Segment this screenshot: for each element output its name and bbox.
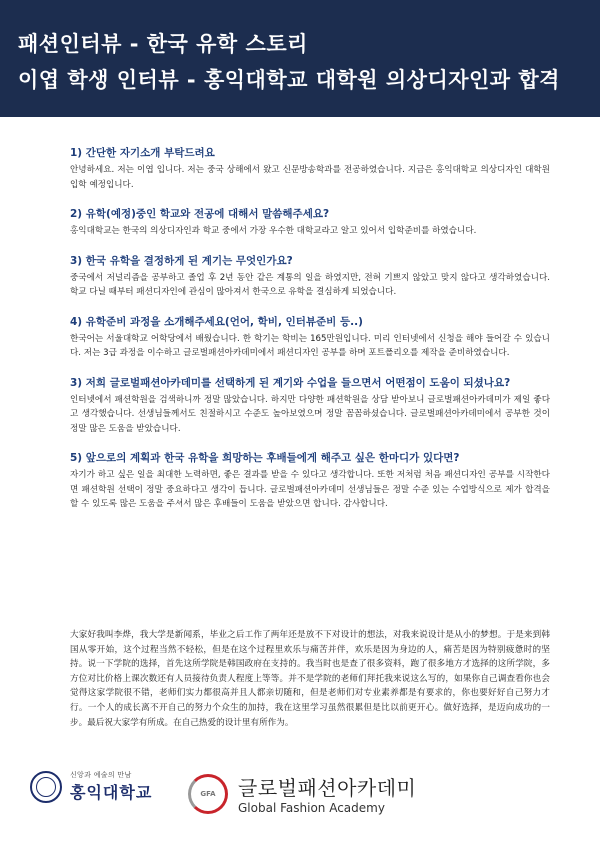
gfa-english-name: Global Fashion Academy (238, 801, 385, 815)
gfa-logo (188, 772, 416, 815)
banner-title: 패션인터뷰 - 한국 유학 스토리 (18, 32, 308, 56)
question-3: 3) 한국 유학을 결정하게 된 계기는 무엇인가요? (70, 254, 293, 267)
qa-section-5 (70, 376, 550, 437)
qa-section-2 (70, 207, 550, 239)
question-2: 2) 유학(예정)중인 학교와 전공에 대해서 말씀해주세요? (70, 208, 330, 220)
answer-5: 인터넷에서 패션학원을 검색하니까 정말 많았습니다. 하지만 다양한 패션학원을 상담 받아보니 글로벌패션아카데미가 제일 좋다고 생각했습니다. 선생님들께서도 친절하시고 수준도 높아보였으며 정말 꼼꼼하셨습니다. 글로벌패션아카데미에서 공부한 것이 정말 많은 도움을 받았습니다. (70, 394, 550, 434)
hongik-name: 홍익대학교 (70, 783, 153, 802)
answer-6: 자기가 하고 싶은 일을 최대한 노력하면, 좋은 결과를 받을 수 있다고 생각합니다. 또한 저처럼 처음 패션디자인 공부를 시작한다면 패션학원 선택이 정말 중요하다고 생각이 듭니다. 글로벌패션아카데미 선생님들은 정말 수준 있는 수업방식으로 제가 합격을 할 수 있도록 많은 도움을 주셔서 많은 후배들이 도움을 받았으면 합니다. 감사합니다. (70, 470, 550, 509)
chinese-testimonial: 大家好我叫李烨，我大学是新闻系，毕业之后工作了两年还是放不下对设计的想法，对我来说设计是从小的梦想。于是来到韩国从零开始，这个过程当然不轻松，但是在这个过程里欢乐与痛苦并伴，欢乐是因为身边的人，痛苦是因为特别疲惫时的坚持。说一下学院的选择，首先这所学院是韩国政府在支持的。我当时也是查了很多资料，跑了很多地方才选择的这所学院，多方位对比价格上课次数还有人员接待负责人程度上等等。并不是学院的老师们拜托我来说这么写的，如果你自己调查看你也会觉得这家学院很不错，老师们实力都很高并且人都亲切随和，但是老师们对专业素养都是有要求的，你也要好好自己努力才行。一个人的成长离不开自己的努力个众生的加持，我在这里学习虽然很累但是比以前更开心。做好选择，是迈向成功的一步。最后祝大家学有所成。在自己热爱的设计里有所作为。 (70, 630, 550, 728)
hongik-seal-icon (30, 771, 62, 803)
gfa-korean-name: 글로벌패션아카데미 (238, 776, 417, 800)
interview-content (70, 146, 550, 527)
question-5: 3) 저희 글로벌패션아카데미를 선택하게 된 계기와 수업을 들으면서 어떤점이 도움이 되셨나요? (70, 376, 511, 389)
question-6: 5) 앞으로의 계획과 한국 유학을 희망하는 후배들에게 해주고 싶은 한마디가 있다면? (70, 452, 460, 464)
question-4: 4) 유학준비 과정을 소개해주세요(언어, 학비, 인터뷰준비 등..) (70, 315, 363, 328)
qa-section-4 (70, 315, 550, 361)
qa-section-6 (70, 451, 550, 512)
answer-1: 안녕하세요. 저는 이엽 입니다. 저는 중국 상해에서 왔고 신문방송학과를 전공하였습니다. 지금은 홍익대학교 의상디자인 대학원 입학 예정입니다. (70, 165, 550, 190)
qa-section-1 (70, 146, 550, 192)
banner-subtitle: 이엽 학생 인터뷰 - 홍익대학교 대학원 의상디자인과 합격 (18, 68, 560, 92)
hongik-tagline: 신앙과 예술의 만남 (70, 771, 132, 779)
header-banner (0, 0, 600, 117)
footer-logos (0, 770, 600, 848)
answer-2: 홍익대학교는 한국의 의상디자인과 학교 중에서 가장 우수한 대학교라고 알고 있어서 입학준비를 하였습니다. (70, 226, 477, 236)
gfa-emblem-icon (188, 774, 228, 814)
answer-4: 한국어는 서울대학교 어학당에서 배웠습니다. 한 학기는 학비는 165만원입니다. 미리 인터넷에서 신청을 해야 들어갈 수 있습니다. 저는 3급 과정을 이수하고 글로벌패션아카데미에서 패션디자인 공부를 하며 포트폴리오를 제작을 준비하였습니다. (70, 333, 550, 358)
gfa-badge-text: GFA (200, 789, 216, 798)
question-1: 1) 간단한 자기소개 부탁드려요 (70, 147, 215, 159)
answer-3: 중국에서 저널리즘을 공부하고 졸업 후 2년 동안 같은 계통의 일을 하였지만, 전혀 기쁘지 않았고 맞지 않다고 생각하였습니다. 학교 다닐 때부터 패션디자인에 관심이 많아져서 한국으로 유학을 결심하게 되었습니다. (70, 272, 550, 297)
qa-section-3 (70, 254, 550, 300)
hongik-logo (30, 770, 152, 803)
